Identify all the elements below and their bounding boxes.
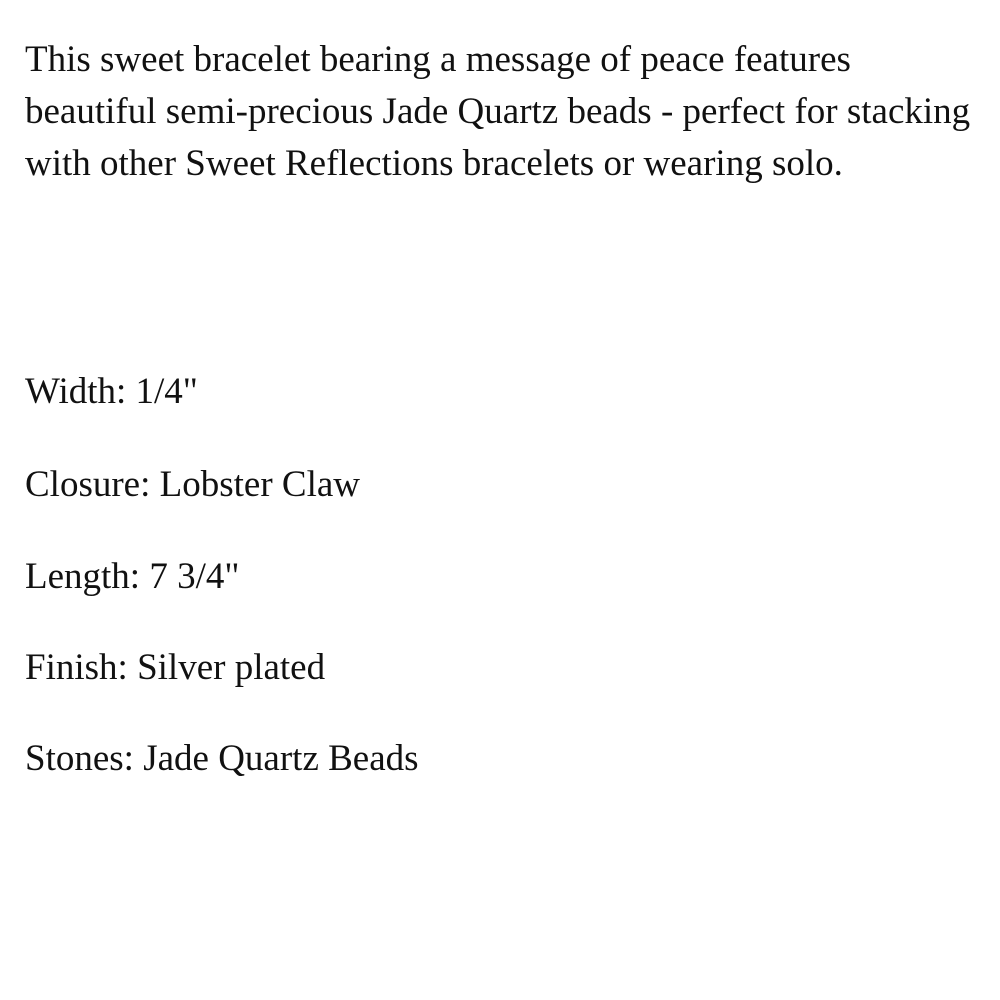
spec-length: Length: 7 3/4" bbox=[25, 556, 240, 597]
spec-finish: Finish: Silver plated bbox=[25, 647, 326, 688]
spec-closure: Closure: Lobster Claw bbox=[25, 464, 361, 505]
product-description: This sweet bracelet bearing a message of peace features beautiful semi-precious Jade Quartz beads - perfect for stacking with other Sweet Reflections bracelets or wearing solo. bbox=[25, 39, 971, 184]
spec-width: Width: 1/4" bbox=[25, 371, 198, 412]
spec-stones: Stones: Jade Quartz Beads bbox=[25, 738, 419, 779]
